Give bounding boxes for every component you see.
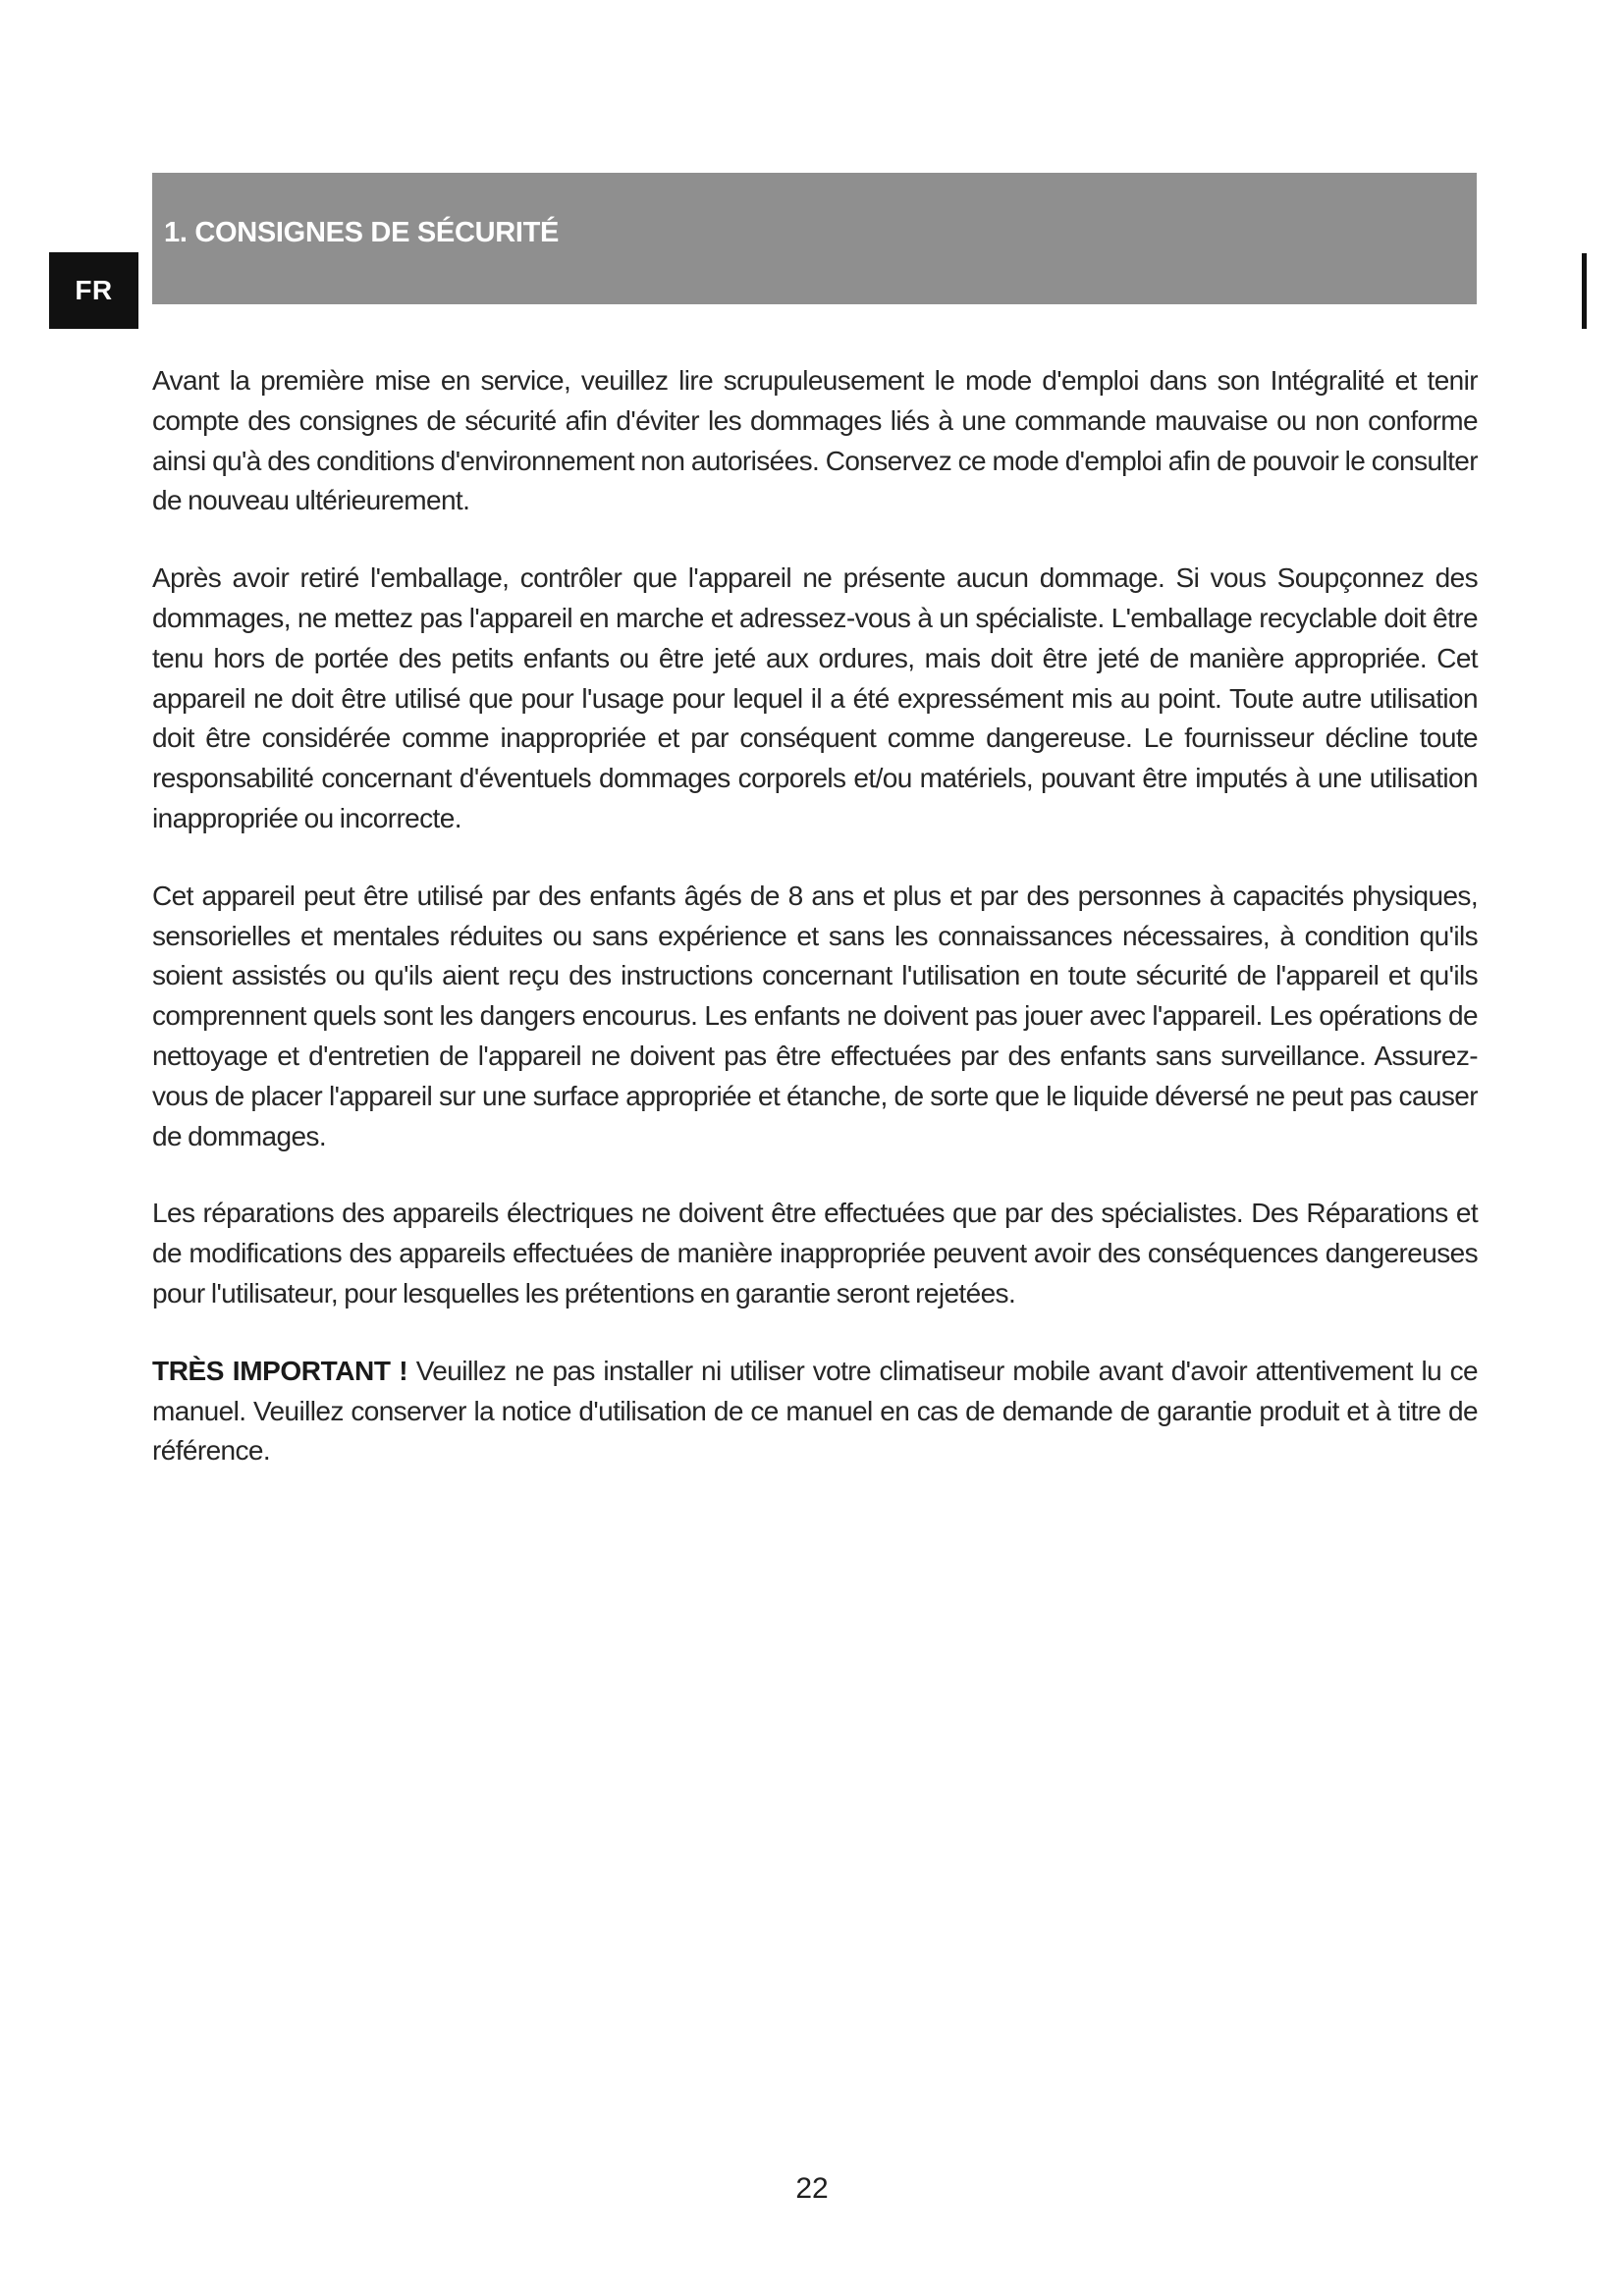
section-title: 1. CONSIGNES DE SÉCURITÉ [164, 217, 560, 248]
paragraph-children-usage: Cet appareil peut être utilisé par des enfants âgés de 8 ans et plus et par des personnes à capacités physiques, sensorielles et mentales réduites ou sans expérience et sans les connaissances nécessaires, à condition qu'ils soient assistés ou qu'ils aient reçu des instructions concernant l'utilisation en toute sécurité de l'appareil et qu'ils comprennent quels sont les dangers encourus. Les enfants ne doivent pas jouer avec l'appareil. Les opérations de nettoyage et d'entretien de l'appareil ne doivent pas être effectuées par des enfants sans surveillance. Assurez-vous de placer l'appareil sur une surface appropriée et étanche, de sorte que le liquide déversé ne peut pas causer de dommages. [152, 880, 1478, 1151]
paragraph-important-notice [152, 1352, 1478, 1471]
page-number: 22 [795, 2172, 829, 2205]
language-tab: FR [49, 252, 138, 329]
paragraph-repairs: Les réparations des appareils électriques ne doivent être effectuées que par des spécialistes. Des Réparations et de modifications des appareils effectuées de manière inappropriée peuvent avoir des conséquences dangereuses pour l'utilisateur, pour lesquelles les prétentions en garantie seront rejetées. [152, 1198, 1478, 1308]
section-header-banner [152, 173, 1477, 304]
important-text: Veuillez ne pas installer ni utiliser votre climatiseur mobile avant d'avoir attentivement lu ce manuel. Veuillez conserver la notice d'utilisation de ce manuel en cas de demande de garantie produit et à titre de référence. [152, 1355, 1478, 1467]
important-label: TRÈS IMPORTANT ! [152, 1355, 408, 1386]
paragraph-unpacking: Après avoir retiré l'emballage, contrôler que l'appareil ne présente aucun dommage. Si vous Soupçonnez des dommages, ne mettez pas l'appareil en marche et adressez-vous à un spécialiste. L'emballage recyclable doit être tenu hors de portée des petits enfants ou être jeté aux ordures, mais doit être jeté de manière appropriée. Cet appareil ne doit être utilisé que pour l'usage pour lequel il a été expressément mis au point. Toute autre utilisation doit être considérée comme inappropriée et par conséquent comme dangereuse. Le fournisseur décline toute responsabilité concernant d'éventuels dommages corporels et/ou matériels, pouvant être imputés à une utilisation inappropriée ou incorrecte. [152, 562, 1478, 833]
paragraph-read-manual: Avant la première mise en service, veuillez lire scrupuleusement le mode d'emploi dans son Intégralité et tenir compte des consignes de sécurité afin d'éviter les dommages liés à une commande mauvaise ou non conforme ainsi qu'à des conditions d'environnement non autorisées. Conservez ce mode d'emploi afin de pouvoir le consulter de nouveau ultérieurement. [152, 365, 1478, 516]
body-text [152, 361, 1478, 1509]
page-edge-marker [1582, 253, 1587, 329]
